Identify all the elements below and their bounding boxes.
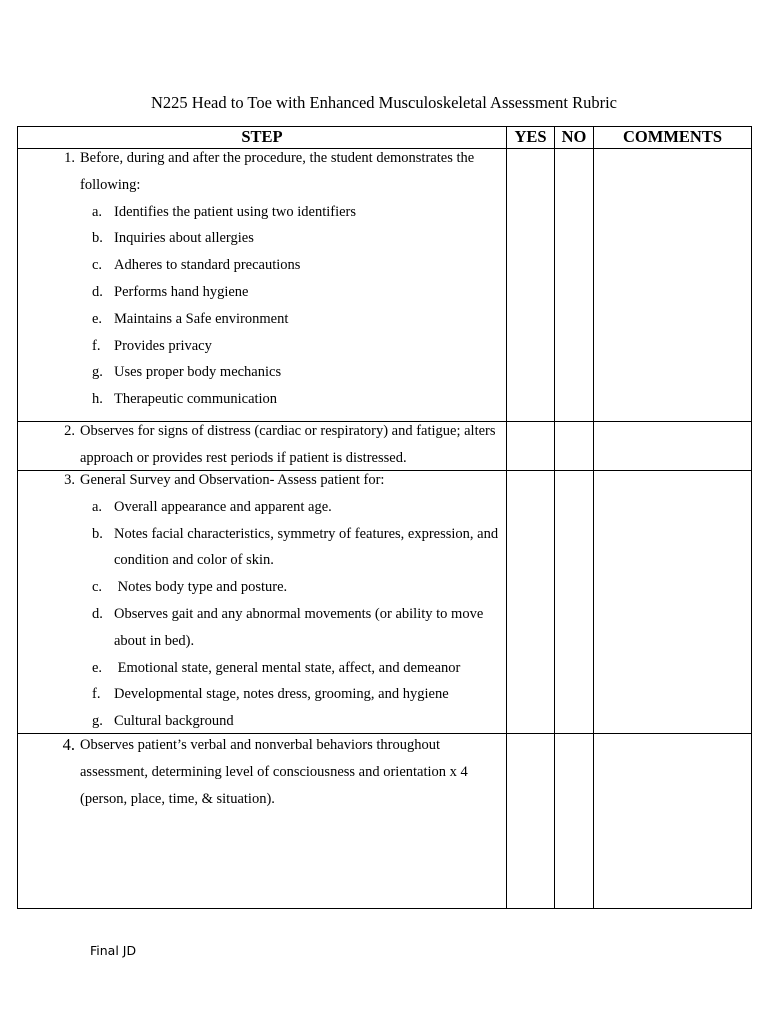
sub-item-text: Uses proper body mechanics <box>114 364 282 381</box>
sub-item <box>18 681 506 708</box>
comments-cell[interactable] <box>594 734 752 909</box>
sub-item <box>18 199 506 226</box>
sub-item-text: Developmental stage, notes dress, grooming, and hygiene <box>114 686 449 703</box>
sub-item <box>18 521 506 575</box>
sub-item-letter: f. <box>92 686 101 703</box>
sub-item-text: Emotional state, general mental state, affect, and demeanor <box>114 659 461 676</box>
sub-item-letter: b. <box>92 525 103 542</box>
header-yes: YES <box>507 127 555 149</box>
sub-item <box>18 494 506 521</box>
table-row <box>18 422 752 471</box>
yes-cell[interactable] <box>507 734 555 909</box>
step-number: 4. <box>62 735 75 754</box>
no-cell[interactable] <box>555 422 594 471</box>
step-item <box>18 467 506 494</box>
sub-item-text: Identifies the patient using two identifiers <box>114 203 357 220</box>
sub-item <box>18 601 506 655</box>
step-cell <box>18 149 507 422</box>
header-no: NO <box>555 127 594 149</box>
step-item <box>18 418 506 472</box>
yes-cell[interactable] <box>507 149 555 422</box>
sub-item <box>18 386 506 413</box>
table-row <box>18 734 752 909</box>
sub-item-letter: e. <box>92 659 103 676</box>
sub-item-text: Adheres to standard precautions <box>114 257 301 274</box>
header-step: STEP <box>18 127 507 149</box>
step-cell <box>18 422 507 471</box>
sub-item-letter: g. <box>92 713 103 730</box>
step-text: Before, during and after the procedure, the student demonstrates the following: <box>80 150 475 193</box>
document-title: N225 Head to Toe with Enhanced Musculoskeletal Assessment Rubric <box>151 93 617 112</box>
yes-cell[interactable] <box>507 422 555 471</box>
yes-cell[interactable] <box>507 471 555 734</box>
sub-item-letter: d. <box>92 605 103 622</box>
sub-item-letter: a. <box>92 203 103 220</box>
sub-item-text: Performs hand hygiene <box>114 283 249 300</box>
sub-item-text: Notes facial characteristics, symmetry of features, expression, and condition and color of skin. <box>114 525 499 569</box>
no-cell[interactable] <box>555 149 594 422</box>
step-item <box>18 732 506 812</box>
comments-cell[interactable] <box>594 471 752 734</box>
header-comments: COMMENTS <box>594 127 752 149</box>
step-number: 2. <box>64 423 75 439</box>
sub-item-text: Notes body type and posture. <box>114 579 288 596</box>
step-number: 3. <box>64 472 75 488</box>
sub-item <box>18 708 506 735</box>
step-cell <box>18 734 507 909</box>
comments-cell[interactable] <box>594 149 752 422</box>
sub-item <box>18 655 506 682</box>
step-number: 1. <box>64 150 75 166</box>
comments-cell[interactable] <box>594 422 752 471</box>
sub-item-letter: c. <box>92 579 103 596</box>
sub-item <box>18 225 506 252</box>
step-text: Observes patient’s verbal and nonverbal behaviors throughout assessment, determining level of consciousness and orientation x 4 (person, place, time, & situation). <box>80 737 468 807</box>
table-row <box>18 471 752 734</box>
sub-item-letter: b. <box>92 230 103 247</box>
sub-item-text: Observes gait and any abnormal movements (or ability to move about in bed). <box>114 605 484 649</box>
footer-note: Final JD <box>90 943 137 958</box>
sub-item <box>18 279 506 306</box>
step-item <box>18 145 506 199</box>
step-text: General Survey and Observation- Assess patient for: <box>80 472 385 488</box>
sub-item <box>18 252 506 279</box>
sub-item-letter: a. <box>92 498 103 515</box>
sub-item-text: Inquiries about allergies <box>114 230 254 247</box>
sub-item <box>18 574 506 601</box>
sub-item-text: Overall appearance and apparent age. <box>114 498 332 515</box>
no-cell[interactable] <box>555 734 594 909</box>
sub-item-letter: g. <box>92 364 103 381</box>
rubric-table <box>17 126 752 909</box>
sub-item-text: Cultural background <box>114 713 234 730</box>
sub-item <box>18 359 506 386</box>
sub-item-letter: d. <box>92 283 103 300</box>
step-text: Observes for signs of distress (cardiac or respiratory) and fatigue; alters approach or provides rest periods if patient is distressed. <box>80 423 496 466</box>
no-cell[interactable] <box>555 471 594 734</box>
sub-item-letter: c. <box>92 257 103 274</box>
sub-item <box>18 333 506 360</box>
sub-item-text: Therapeutic communication <box>114 391 278 408</box>
sub-item-letter: e. <box>92 310 103 327</box>
sub-item-letter: h. <box>92 391 103 408</box>
sub-item-text: Provides privacy <box>114 337 212 354</box>
step-cell <box>18 471 507 734</box>
table-row <box>18 149 752 422</box>
sub-item <box>18 306 506 333</box>
sub-item-letter: f. <box>92 337 101 354</box>
sub-item-text: Maintains a Safe environment <box>114 310 289 327</box>
